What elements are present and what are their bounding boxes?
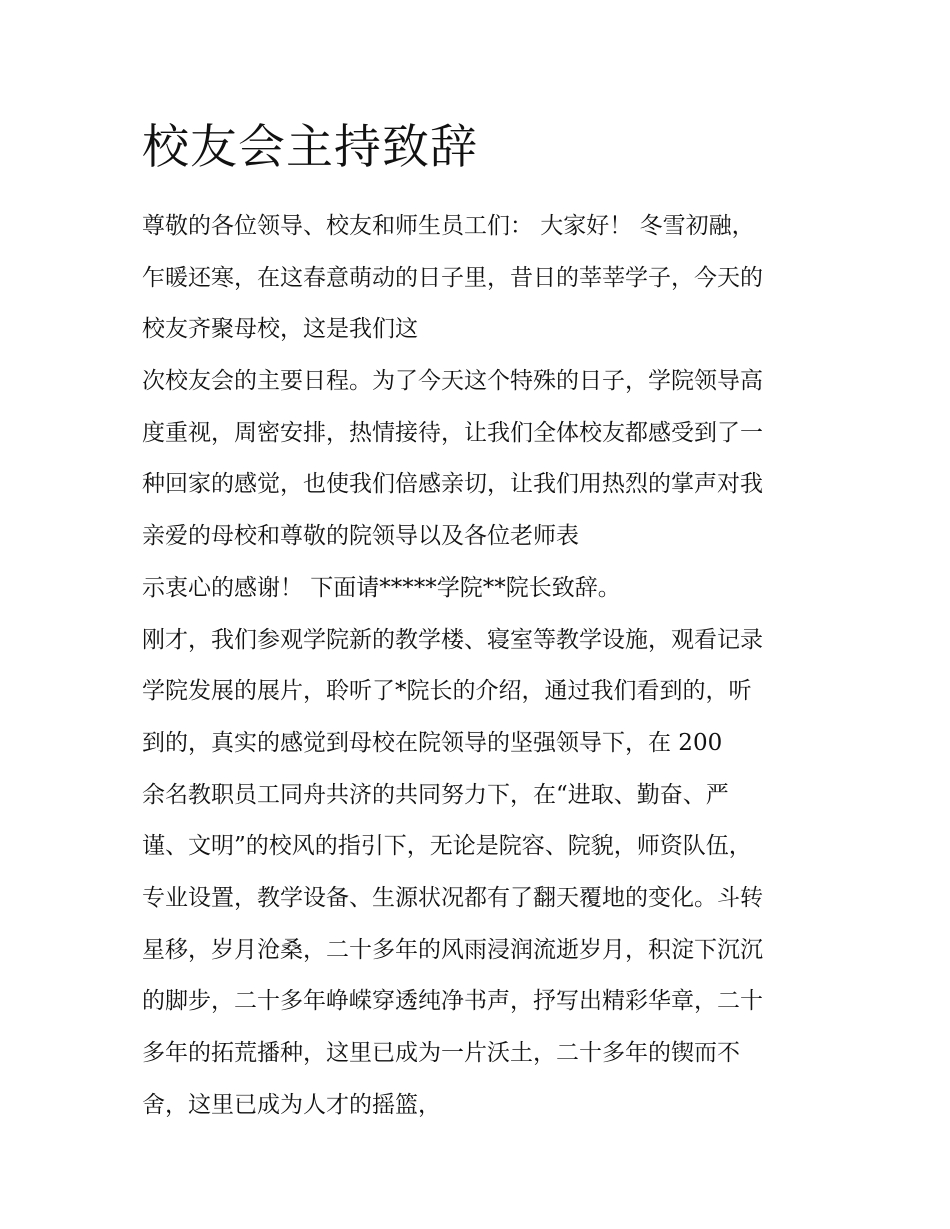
- text-line: 亲爱的母校和尊敬的院领导以及各位老师表: [142, 523, 579, 550]
- text-line: 舍，这里已成为人才的摇篮，: [142, 1091, 441, 1118]
- document-body: [142, 201, 822, 1131]
- text-line: 尊敬的各位领导、校友和师生员工们： 大家好！ 冬雪初融，: [142, 213, 755, 239]
- text-line: 乍暖还寒，在这春意萌动的日子里，昔日的莘莘学子，今天的: [142, 264, 763, 291]
- text-line: 度重视，周密安排，热情接待，让我们全体校友都感受到了一: [142, 419, 763, 446]
- text-line: 星移，岁月沧桑，二十多年的风雨浸润流逝岁月，积淀下沉沉: [142, 936, 763, 963]
- text-line: 专业设置，教学设备、生源状况都有了翻天覆地的变化。斗转: [142, 884, 763, 911]
- text-line: 刚才，我们参观学院新的教学楼、寝室等教学设施，观看记录: [142, 626, 763, 653]
- text-line: 学院发展的展片，聆听了*院长的介绍，通过我们看到的，听: [142, 678, 752, 705]
- text-line: 余名教职员工同舟共济的共同努力下，在“进取、勤奋、严: [142, 781, 729, 808]
- text-line: 示衷心的感谢！ 下面请*****学院**院长致辞。: [142, 574, 621, 601]
- text-line: 次校友会的主要日程。为了今天这个特殊的日子，学院领导高: [142, 368, 763, 395]
- text-line: 的脚步，二十多年峥嵘穿透纯净书声，抒写出精彩华章，二十: [142, 988, 763, 1015]
- text-line: 多年的拓荒播种，这里已成为一片沃土，二十多年的锲而不: [142, 1040, 740, 1066]
- text-line: 校友齐聚母校，这是我们这: [142, 316, 418, 343]
- text-line: 谨、文明”的校风的指引下，无论是院容、院貌，师资队伍，: [142, 833, 752, 860]
- text-line: 到的，真实的感觉到母校在院领导的坚强领导下，在 200: [142, 729, 723, 756]
- text-line: 种回家的感觉，也使我们倍感亲切，让我们用热烈的掌声对我: [142, 471, 763, 498]
- document-title: 校友会主持致辞: [142, 120, 478, 175]
